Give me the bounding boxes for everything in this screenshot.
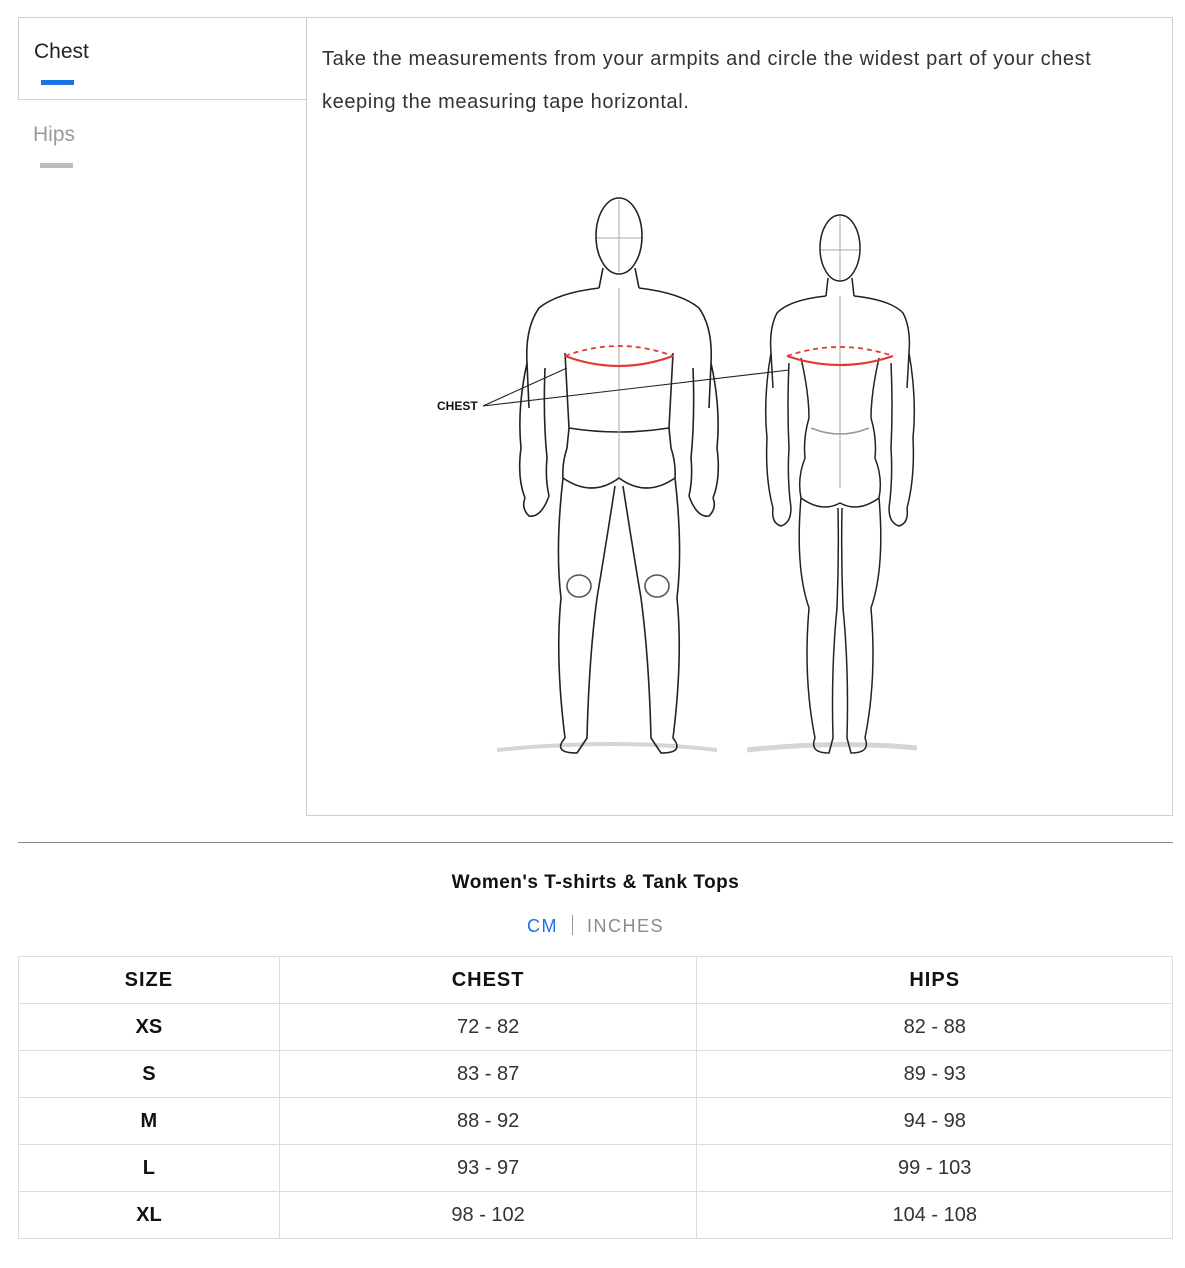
- tab-hips[interactable]: [18, 101, 306, 184]
- chest-measure-lines: [565, 346, 893, 366]
- table-row: [19, 1098, 1173, 1145]
- chest-leader-lines: [483, 368, 789, 406]
- table-header-row: [19, 957, 1173, 1004]
- size-cell: XS: [19, 1004, 280, 1051]
- hips-cell: 89 - 93: [697, 1051, 1173, 1098]
- female-figure: [766, 215, 915, 753]
- chest-cell: 72 - 82: [279, 1004, 697, 1051]
- hips-cell: 99 - 103: [697, 1145, 1173, 1192]
- size-cell: S: [19, 1051, 280, 1098]
- header-hips: HIPS: [697, 957, 1173, 1004]
- chest-description: Take the measurements from your armpits and circle the widest part of your chest keeping the measuring tape horizontal.: [322, 48, 1092, 113]
- unit-inches-toggle[interactable]: INCHES: [586, 916, 664, 936]
- table-row: [19, 1145, 1173, 1192]
- chest-cell: 98 - 102: [279, 1192, 697, 1239]
- tab-hips-indicator: [40, 163, 73, 168]
- size-cell: XL: [19, 1192, 280, 1239]
- chest-cell: 83 - 87: [279, 1051, 697, 1098]
- male-figure: [520, 198, 719, 753]
- tab-chest-indicator: [41, 80, 74, 85]
- unit-cm-toggle[interactable]: CM: [526, 916, 558, 936]
- measurement-tabs: [18, 17, 307, 816]
- header-chest: CHEST: [279, 957, 697, 1004]
- hips-cell: 94 - 98: [697, 1098, 1173, 1145]
- measurement-panel: [306, 17, 1173, 816]
- header-size: SIZE: [19, 957, 280, 1004]
- hips-cell: 82 - 88: [697, 1004, 1173, 1051]
- size-cell: M: [19, 1098, 280, 1145]
- hips-cell: 104 - 108: [697, 1192, 1173, 1239]
- unit-toggle: [18, 915, 1173, 937]
- chest-cell: 88 - 92: [279, 1098, 697, 1145]
- table-row: [19, 1004, 1173, 1051]
- chest-cell: 93 - 97: [279, 1145, 697, 1192]
- size-chart-title: Women's T-shirts & Tank Tops: [451, 872, 740, 893]
- tab-hips-label: Hips: [33, 123, 76, 146]
- chest-label: CHEST: [437, 399, 478, 413]
- section-divider: [18, 842, 1173, 843]
- table-row: [19, 1192, 1173, 1239]
- measurement-guide: [18, 17, 1173, 816]
- table-row: [19, 1051, 1173, 1098]
- size-table: [18, 956, 1173, 1239]
- body-figure-illustration: [417, 178, 1057, 788]
- size-cell: L: [19, 1145, 280, 1192]
- tab-chest-label: Chest: [34, 40, 89, 63]
- tab-chest[interactable]: [18, 17, 306, 100]
